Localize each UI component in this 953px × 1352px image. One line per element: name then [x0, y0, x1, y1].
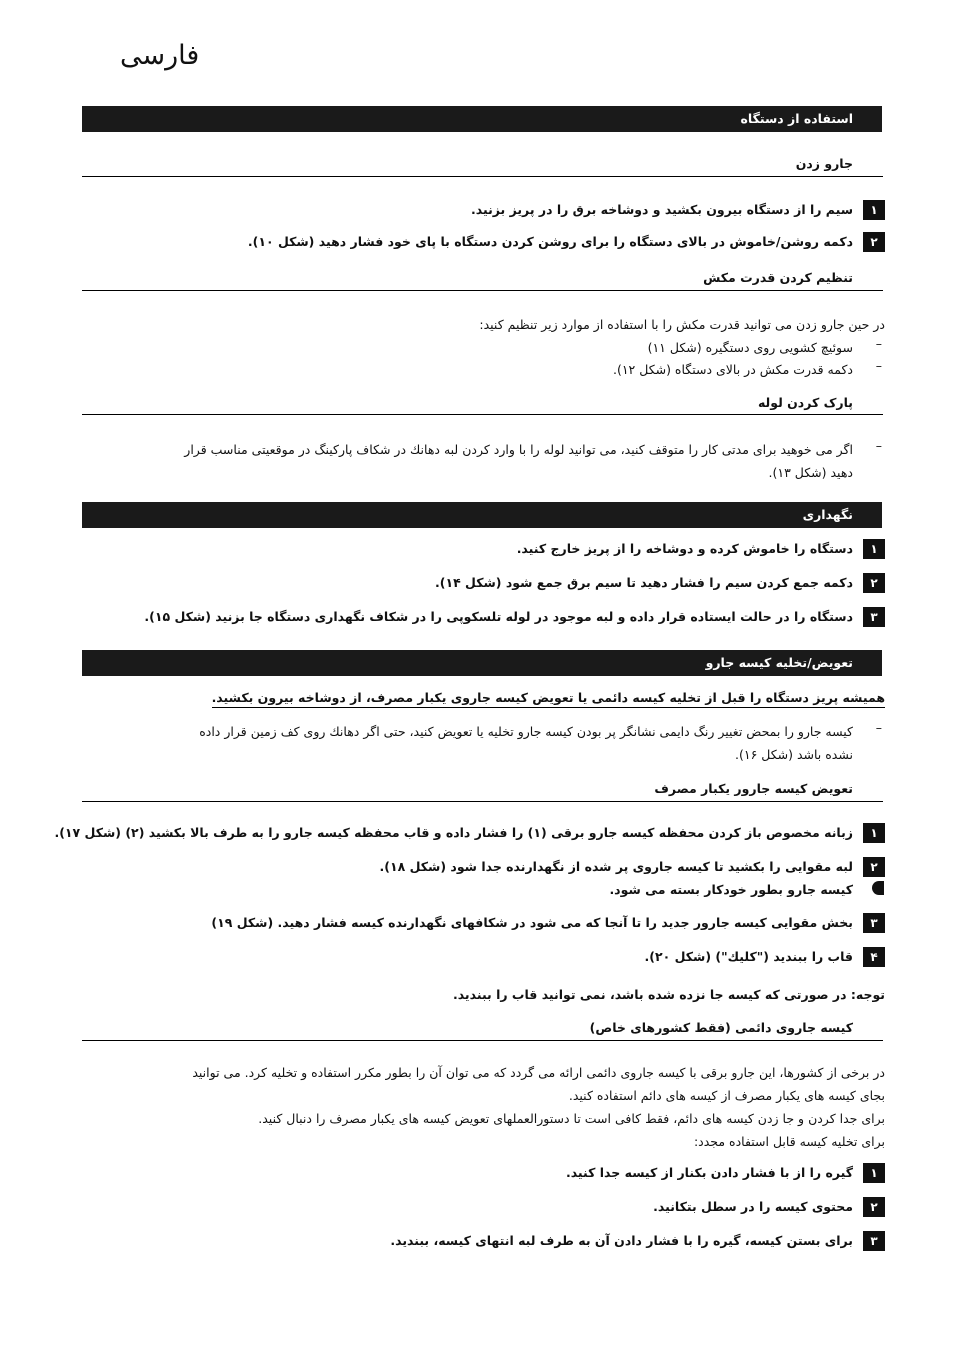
step-number: ۲: [863, 1197, 885, 1217]
storage-step-1: [82, 539, 885, 561]
divider: [82, 290, 883, 291]
step-text: دکمه جمع کردن سیم را فشار دهید تا سیم برق جمع شود (شکل ۱۴).: [434, 575, 853, 590]
step-text: سیم را از دستگاه بیرون بکشید و دوشاخه برق را در پریز بزنید.: [471, 202, 853, 217]
step-number: ۳: [863, 1231, 885, 1251]
storage-step-2: [82, 573, 885, 595]
suction-bullet-2: [82, 358, 885, 380]
suction-bullet-1: [82, 336, 885, 358]
sub-note-text: کیسه جارو بطور خودکار بسته می شود.: [609, 882, 853, 897]
bullet-dash: –: [875, 336, 882, 351]
bullet-dash: –: [875, 720, 882, 735]
step-text: لبه مقوایی را بکشید تا کیسه جاروی پر شده از نگهدارنده جدا شود (شکل ۱۸).: [379, 859, 853, 874]
step-text: گیره را از با فشار دادن بکنار از کیسه جدا کنید.: [565, 1165, 853, 1180]
heading-disposable-bag: تعویض کیسه جارور یکبار مصرف: [654, 781, 853, 796]
warning-note: همیشه پریز دستگاه را قبل از تخلیه کیسه دائمی یا تعویض کیسه جاروی یکبار مصرف، از دوشاخه بیرون بکشید.: [82, 690, 885, 705]
step-text: دستگاه را خاموش کرده و دوشاخه را از پریز خارج کنید.: [516, 541, 853, 556]
step-number: ۲: [863, 573, 885, 593]
step-number: ۲: [863, 857, 885, 877]
step-text: زبانه مخصوص باز کردن محفظه کیسه جارو برقی (۱) را فشار داده و قاب محفظه کیسه جارو را به طرف بالا بکشید (۲) (شکل ۱۷).: [54, 825, 853, 840]
permanent-step-3: [82, 1231, 885, 1253]
step-number: ۳: [863, 913, 885, 933]
permanent-step-1: [82, 1163, 885, 1185]
step-text: محتوی کیسه را در سطل بتکانید.: [653, 1199, 853, 1214]
step-number: ۱: [863, 823, 885, 843]
step-text: برای بستن کیسه، گیره را با فشار دادن آن به طرف لبه انتهای کیسه، ببندید.: [390, 1233, 853, 1248]
divider: [82, 1040, 883, 1041]
section-bar-use: استفاده از دستگاه: [82, 106, 882, 132]
heading-permanent-bag: کیسه جاروی دائمی (فقط کشورهای خاص): [589, 1020, 853, 1035]
vacuuming-step-2: [82, 232, 885, 254]
bullet-text: سوئیچ کشویی روی دستگیره (شکل ۱۱): [647, 340, 853, 355]
disposable-step-3: [82, 913, 885, 935]
heading-parking: پارک کردن لوله: [757, 395, 853, 410]
step-text: بخش مقوایی کیسه جارور جدید را تا آنجا که می شود در شکافهای نگهدارنده کیسه فشار دهید. (شکل ۱۹): [211, 915, 853, 930]
bullet-text: دکمه قدرت مکش در بالای دستگاه (شکل ۱۲).: [612, 362, 853, 377]
vacuuming-step-1: [82, 200, 885, 222]
step-number: ۲: [863, 232, 885, 252]
step-text: دستگاه را در حالت ایستاده قرار داده و لبه موجود در لوله تلسکوپی را در شکاف نگهداری دستگاه جا بزنید (شکل ۱۵).: [144, 609, 853, 624]
disposable-note: توجه: در صورتی که کیسه جا نزده شده باشد، نمی توانید قاب را ببندید.: [452, 987, 885, 1002]
step-number: ۴: [863, 947, 885, 967]
divider: [82, 176, 883, 177]
permanent-paragraph: در برخی از کشورها، این جارو برقی با کیسه جاروی دائمی ارائه می گردد که می توان آن را بطور مکرر استفاده و تخلیه کرد. می توانید بجای کیسه های یکبار مصرف از کیسه های دائم استفاده کنید. برای جدا کردن و جا زدن کیسه های دائم، فقط کافی است تا دستورالعملهای تعویض کیسه های یکبار مصرف را دنبال کنید. برای تخلیه کیسه قابل استفاده مجدد:: [192, 1065, 885, 1149]
step-number: ۱: [863, 1163, 885, 1183]
parking-bullet: [82, 438, 885, 484]
section-bar-storage: نگهداری: [82, 502, 882, 528]
storage-step-3: [82, 607, 885, 629]
divider: [82, 414, 883, 415]
disposable-step-4: [82, 947, 885, 969]
bullet-dash: –: [875, 438, 882, 453]
page-title: فارسی: [120, 40, 200, 71]
step-number: ۳: [863, 607, 885, 627]
heading-suction: تنظیم کردن قدرت مکش: [703, 270, 853, 285]
step-number: ۱: [863, 200, 885, 220]
bullet-dash: –: [875, 358, 882, 373]
step-number: ۱: [863, 539, 885, 559]
disposable-sub-note: [82, 880, 885, 902]
bullet-text: اگر می خوهید برای مدتی کار را متوقف کنید، می توانید لوله را با وارد کردن لبه دهانك در شکاف پارکینگ در موقعیتی مناسب قرار دهید (شکل ۱۳).: [184, 442, 853, 480]
bag-bullet: [82, 720, 885, 766]
permanent-step-2: [82, 1197, 885, 1219]
disposable-step-2: [82, 857, 885, 879]
disposable-step-1: [54, 823, 885, 845]
section-bar-bag: تعویض/تخلیه کیسه جارو: [82, 650, 882, 676]
step-text: دکمه روشن/خاموش در بالای دستگاه را برای روشن کردن دستگاه با پای خود فشار دهید (شکل ۱۰).: [247, 234, 853, 249]
divider: [82, 801, 883, 802]
heading-vacuuming: جارو زدن: [795, 156, 853, 171]
result-icon: [872, 881, 884, 895]
suction-intro: در حین جارو زدن می توانید قدرت مکش را با استفاده از موارد زیر تنظیم کنید:: [479, 317, 885, 332]
bullet-text: کیسه جارو را بمحض تغییر رنگ دایمی نشانگر پر بودن کیسه جارو تخلیه یا تعویض کنید، حتی اگر دهانك روی کف زمین قرار داده نشده باشد (شکل ۱۶).: [199, 724, 853, 762]
step-text: قاب را ببندید ("کلیك") (شکل ۲۰).: [644, 949, 853, 964]
